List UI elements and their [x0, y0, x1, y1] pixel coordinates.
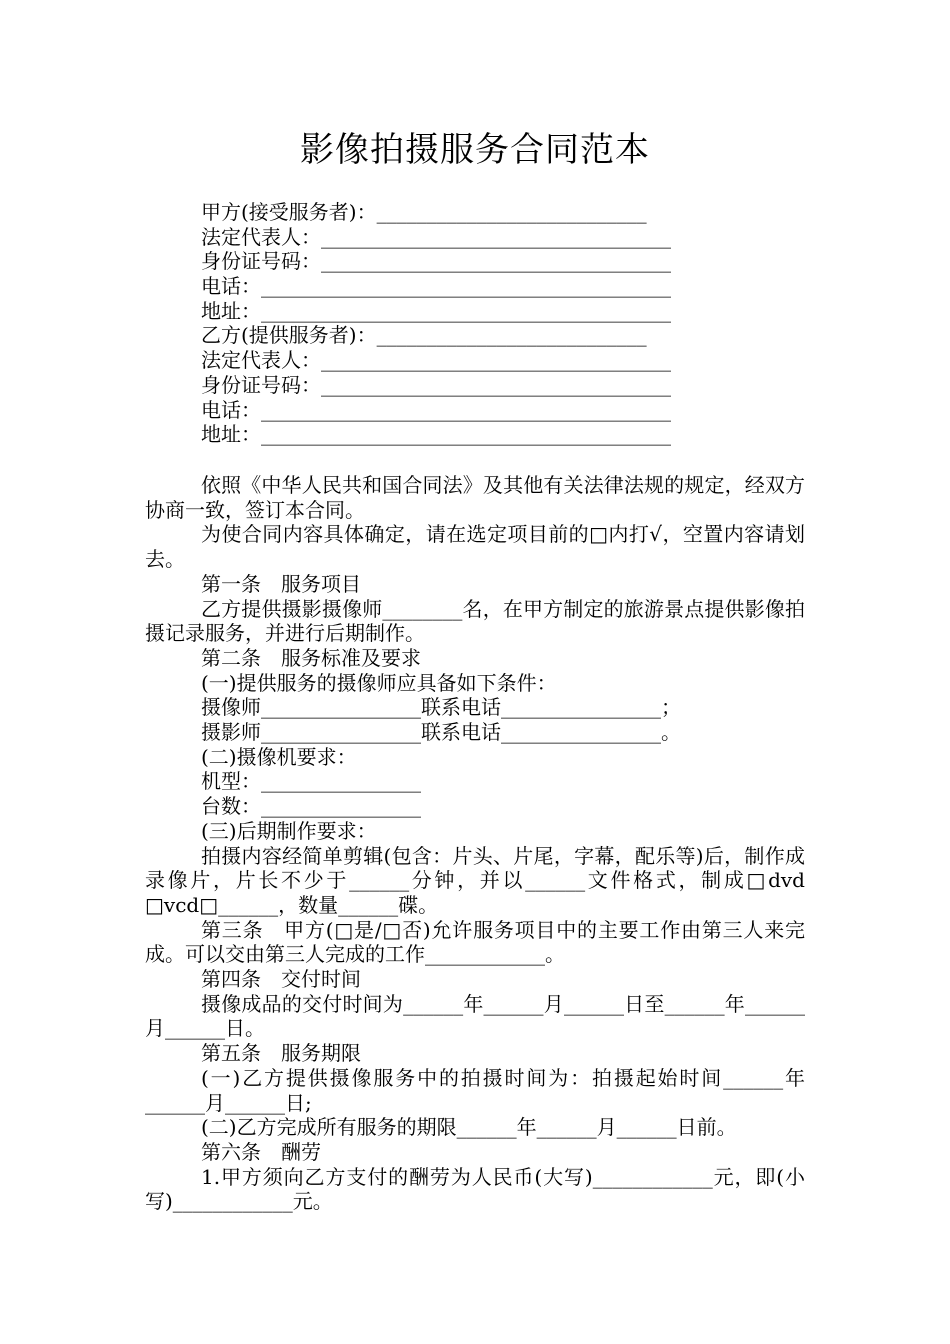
party-a-address-line: [201, 299, 671, 324]
contract-body: [145, 473, 805, 1214]
fill-blank: _________________________________________: [261, 397, 671, 422]
clause-paragraph: 机型：________________: [201, 769, 421, 794]
clause-paragraph: 摄像成品的交付时间为______年______月______日至______年______月______日。: [145, 991, 805, 1041]
fill-blank: ___________________________: [376, 200, 647, 224]
fill-blank: _________________________________________: [261, 298, 671, 323]
preamble-paragraph: 依照《中华人民共和国合同法》及其他有关法律法规的规定，经双方协商一致，签订本合同。: [145, 473, 805, 522]
page-title: 影像拍摄服务合同范本: [300, 130, 650, 170]
party-b-phone-line: [201, 398, 671, 423]
clause-paragraph: 1.甲方须向乙方支付的酬劳为人民币(大写)____________元，即(小写)____________元。: [145, 1164, 805, 1214]
article-heading: 第一条 服务项目: [201, 571, 361, 596]
field-label: 乙方(提供服务者)：: [201, 323, 377, 348]
instruction-paragraph: 为使合同内容具体确定，请在选定项目前的□内打√，空置内容请划去。: [145, 522, 805, 572]
clause-paragraph: 摄影师________________联系电话________________。: [201, 720, 681, 745]
fill-blank: ___________________________: [376, 323, 647, 348]
clause-paragraph: (二)乙方完成所有服务的期限______年______月______日前。: [201, 1115, 737, 1140]
clause-paragraph: (三)后期制作要求：: [201, 818, 377, 843]
party-b-name-line: [201, 323, 671, 348]
field-label: 地址：: [201, 422, 261, 447]
article-heading: 第四条 交付时间: [201, 967, 361, 992]
party-a-name-line: [201, 200, 671, 225]
party-b-id-line: [201, 373, 671, 398]
clause-paragraph: (一)乙方提供摄像服务中的拍摄时间为：拍摄起始时间______年______月______日;: [145, 1065, 805, 1115]
field-label: 电话：: [201, 274, 261, 299]
party-b-representative-line: [201, 348, 671, 373]
article-paragraph: 第三条 甲方(□是/□否)允许服务项目中的主要工作由第三人来完成。可以交由第三人完成的工作____________。: [145, 917, 805, 967]
fill-blank: ___________________________________: [321, 348, 671, 373]
field-label: 法定代表人：: [201, 348, 321, 373]
field-label: 地址：: [201, 298, 261, 323]
clause-paragraph: (一)提供服务的摄像师应具备如下条件：: [201, 670, 557, 695]
field-label: 身份证号码：: [201, 372, 321, 397]
party-info-block: [201, 200, 671, 447]
field-label: 甲方(接受服务者)：: [201, 200, 377, 224]
party-a-representative-line: [201, 225, 671, 250]
clause-paragraph: 拍摄内容经简单剪辑(包含：片头、片尾，字幕，配乐等)后，制作成录像片，片长不少于______分钟，并以______文件格式，制成□dvd □vcd□______，数量______碟。: [145, 843, 805, 917]
article-heading: 第二条 服务标准及要求: [201, 645, 421, 670]
fill-blank: ___________________________________: [321, 249, 671, 274]
fill-blank: _________________________________________: [261, 274, 671, 299]
party-a-id-line: [201, 249, 671, 274]
party-a-phone-line: [201, 274, 671, 299]
fill-blank: ___________________________________: [321, 224, 671, 249]
field-label: 身份证号码：: [201, 249, 321, 274]
article-heading: 第五条 服务期限: [201, 1041, 361, 1066]
clause-paragraph: 台数：________________: [201, 794, 421, 819]
article-paragraph: 乙方提供摄影摄像师________名，在甲方制定的旅游景点提供影像拍摄记录服务，并进行后期制作。: [145, 596, 805, 646]
field-label: 电话：: [201, 397, 261, 422]
clause-paragraph: (二)摄像机要求：: [201, 744, 357, 769]
clause-paragraph: 摄像师________________联系电话________________；: [201, 695, 681, 720]
field-label: 法定代表人：: [201, 224, 321, 249]
article-heading: 第六条 酬劳: [201, 1139, 321, 1164]
party-b-address-line: [201, 422, 671, 447]
fill-blank: ___________________________________: [321, 372, 671, 397]
fill-blank: _________________________________________: [261, 422, 671, 447]
